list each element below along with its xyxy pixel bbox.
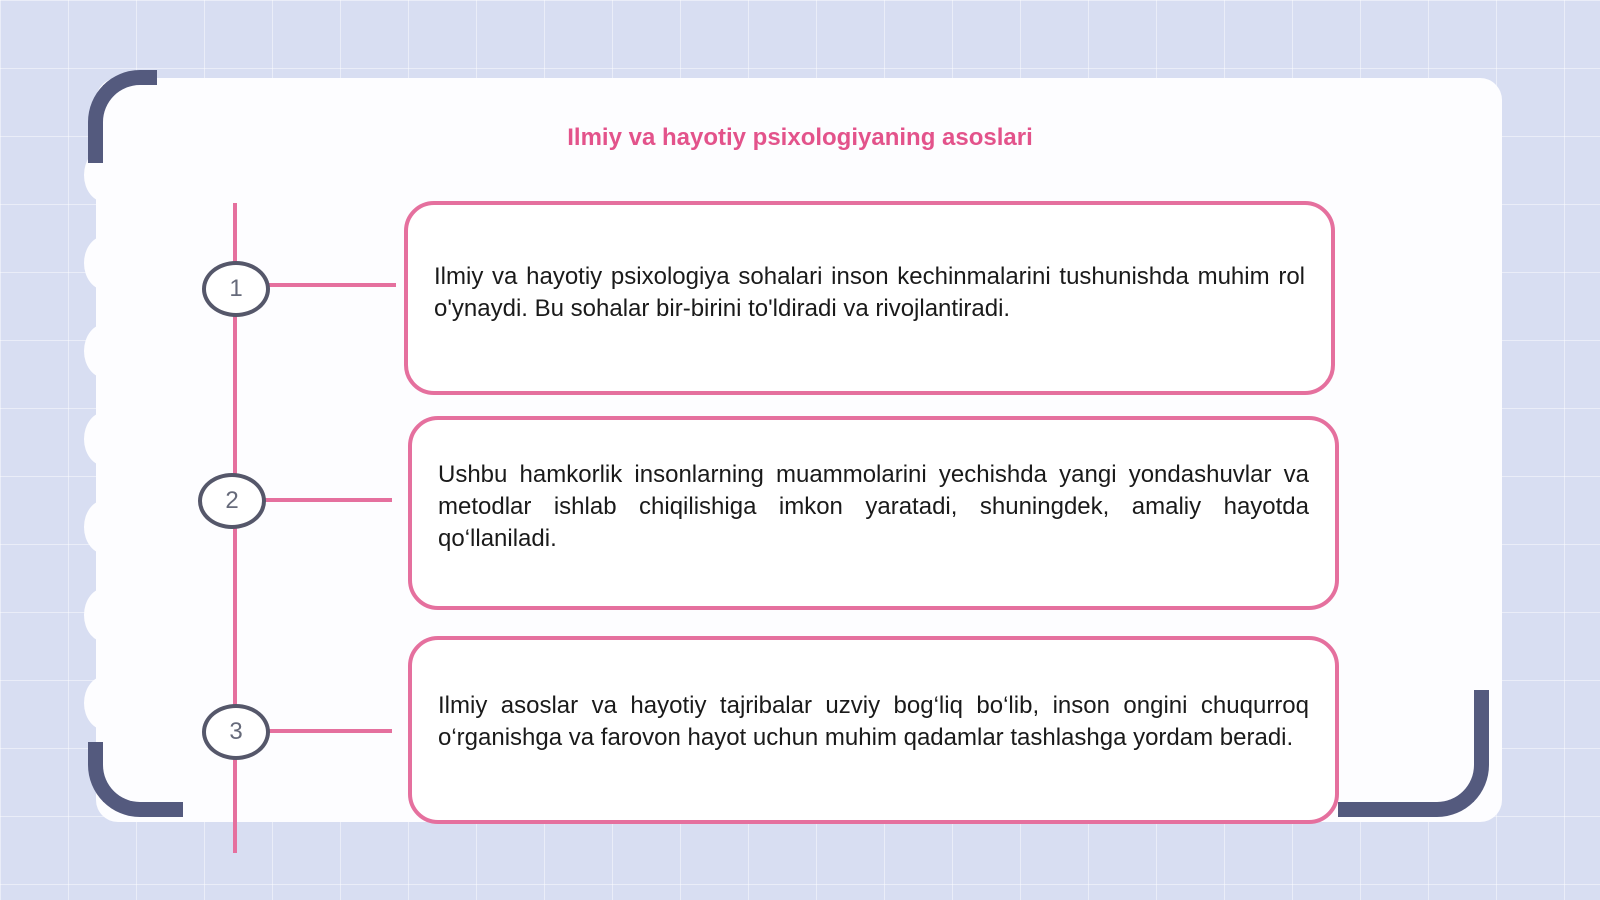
step-text-box: [408, 636, 1339, 824]
connector-line: [262, 283, 396, 287]
step-number-badge: 2: [198, 473, 266, 529]
connector-line: [262, 729, 392, 733]
card-scallop: [84, 588, 126, 642]
step-number-badge: 3: [202, 704, 270, 760]
step-text-box: [404, 201, 1335, 395]
step-text: Ilmiy va hayotiy psixologiya sohalari inson kechinmalarini tushunishda muhim rol o'ynaydi. Bu sohalar bir-birini to'ldiradi va rivojlantiradi.: [434, 263, 1305, 322]
slide-title: Ilmiy va hayotiy psixologiyaning asoslari: [567, 124, 1033, 151]
card-scallop: [84, 324, 126, 378]
step-text: Ilmiy asoslar va hayotiy tajribalar uzviy bog‘liq bo‘lib, inson ongini chuqurroq o‘rganishga va farovon hayot uchun muhim qadamlar tashlashga yordam beradi.: [438, 692, 1309, 751]
corner-bracket-bottom-right: [1338, 690, 1489, 817]
card-scallop: [84, 676, 126, 730]
step-text-box: [408, 416, 1339, 610]
card-scallop: [84, 236, 126, 290]
connector-line: [258, 498, 392, 502]
step-number-badge: 1: [202, 261, 270, 317]
card-scallop: [84, 412, 126, 466]
step-text: Ushbu hamkorlik insonlarning muammolarini yechishda yangi yondashuvlar va metodlar ishlab chiqilishiga imkon yaratadi, shuningdek, amaliy hayotda qo‘llaniladi.: [438, 461, 1309, 552]
card-scallop: [84, 500, 126, 554]
